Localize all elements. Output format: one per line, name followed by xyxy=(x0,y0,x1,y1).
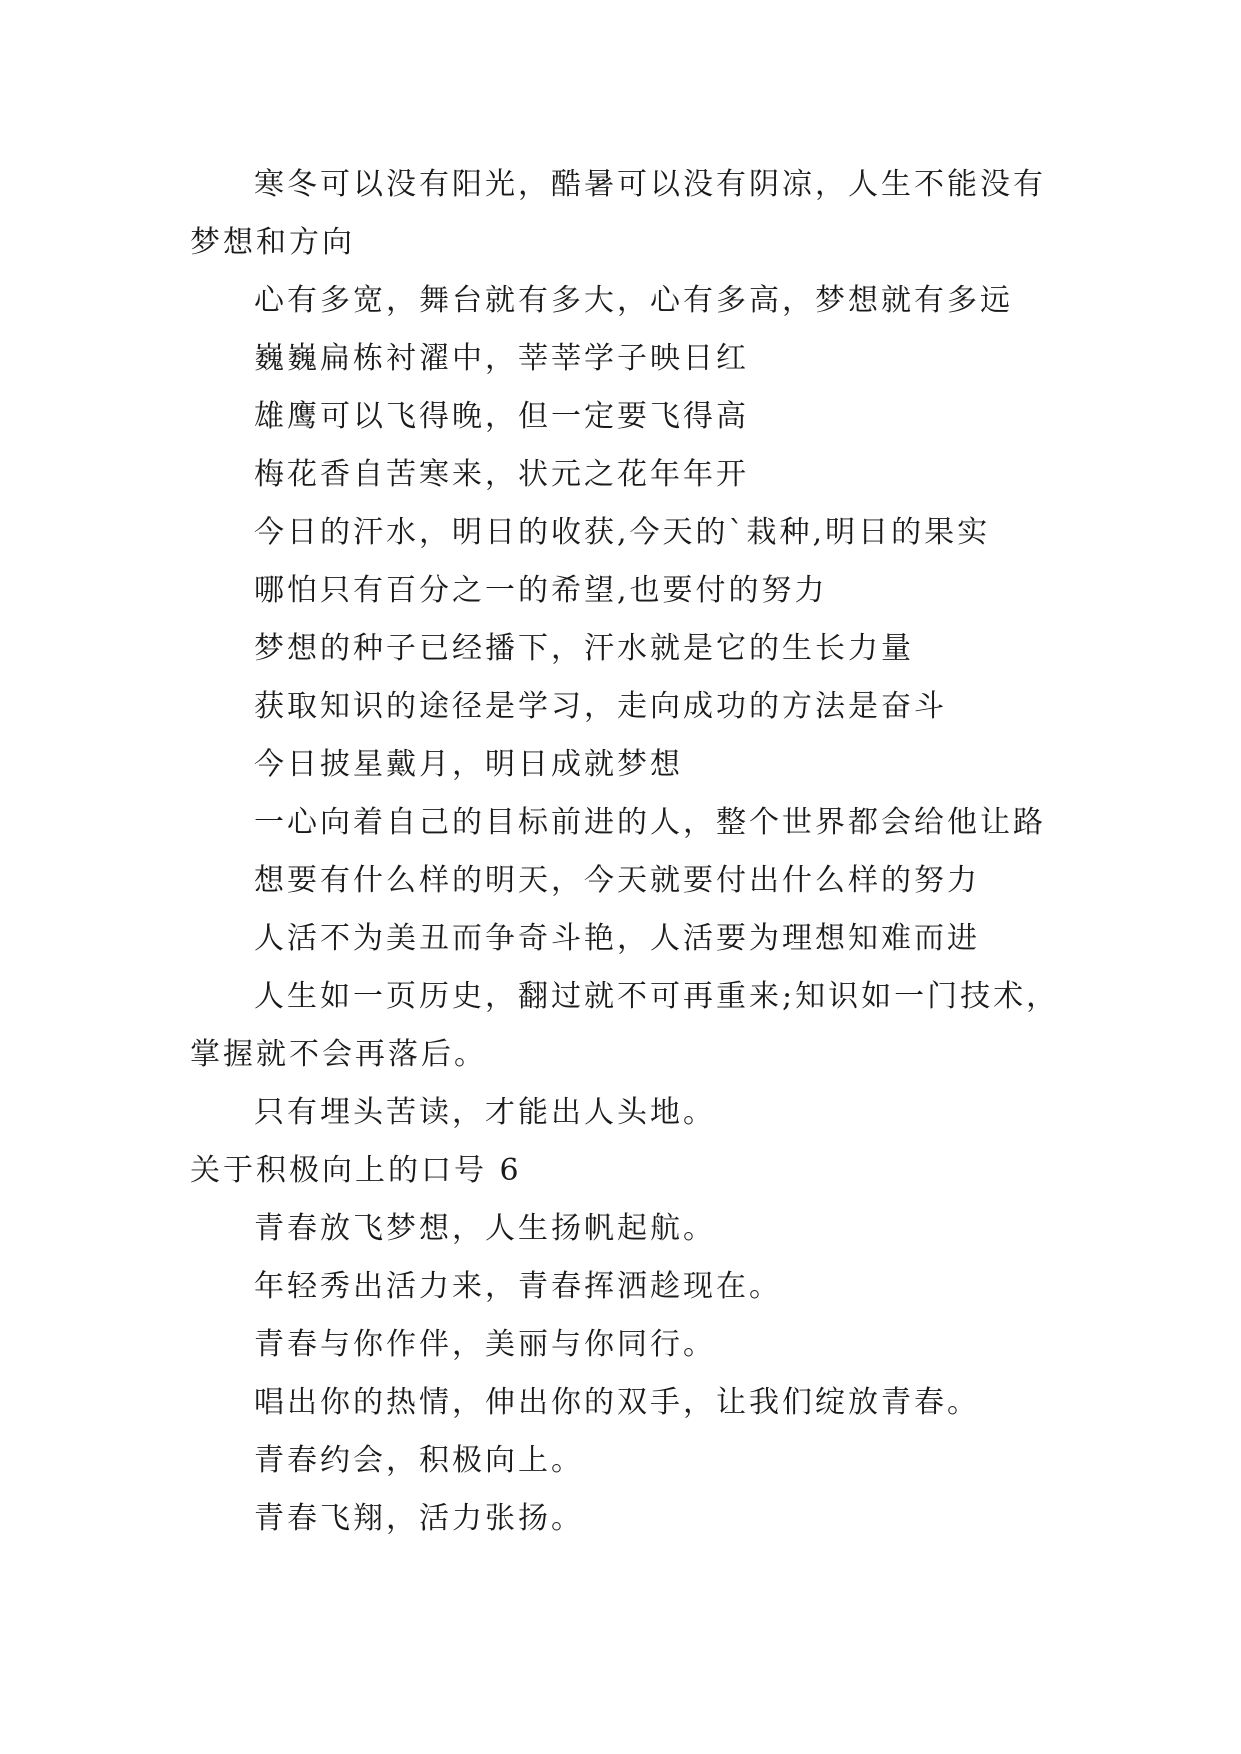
section-heading: 关于积极向上的口号 6 xyxy=(190,1153,522,1188)
paragraph: 获取知识的途径是学习，走向成功的方法是奋斗 xyxy=(254,689,947,724)
paragraph: 心有多宽，舞台就有多大，心有多高，梦想就有多远 xyxy=(254,283,1013,318)
paragraph: 青春飞翔，活力张扬。 xyxy=(254,1501,584,1536)
paragraph: 人活不为美丑而争奇斗艳，人活要为理想知难而进 xyxy=(254,921,980,956)
paragraph: 人生如一页历史，翻过就不可再重来;知识如一门技术，掌握就不会再落后。 xyxy=(190,979,1060,1072)
paragraph: 寒冬可以没有阳光，酷暑可以没有阴凉，人生不能没有梦想和方向 xyxy=(190,167,1046,260)
paragraph: 年轻秀出活力来，青春挥洒趁现在。 xyxy=(254,1269,782,1304)
paragraph: 巍巍扁栋衬濯中，莘莘学子映日红 xyxy=(254,341,749,376)
paragraph: 只有埋头苦读，才能出人头地。 xyxy=(254,1095,716,1130)
document-body xyxy=(190,156,1070,1548)
paragraph: 梦想的种子已经播下，汗水就是它的生长力量 xyxy=(254,631,914,666)
paragraph: 青春约会，积极向上。 xyxy=(254,1443,584,1478)
paragraph: 哪怕只有百分之一的希望,也要付的努力 xyxy=(254,573,828,608)
paragraph: 青春与你作伴，美丽与你同行。 xyxy=(254,1327,716,1362)
paragraph: 今日披星戴月，明日成就梦想 xyxy=(254,747,683,782)
paragraph: 唱出你的热情，伸出你的双手，让我们绽放青春。 xyxy=(254,1385,980,1420)
paragraph: 今日的汗水，明日的收获,今天的`栽种,明日的果实 xyxy=(254,515,991,550)
paragraph: 一心向着自己的目标前进的人，整个世界都会给他让路 xyxy=(254,805,1046,840)
paragraph: 梅花香自苦寒来，状元之花年年开 xyxy=(254,457,749,492)
paragraph: 青春放飞梦想，人生扬帆起航。 xyxy=(254,1211,716,1246)
paragraph: 雄鹰可以飞得晚，但一定要飞得高 xyxy=(254,399,749,434)
paragraph: 想要有什么样的明天，今天就要付出什么样的努力 xyxy=(254,863,980,898)
